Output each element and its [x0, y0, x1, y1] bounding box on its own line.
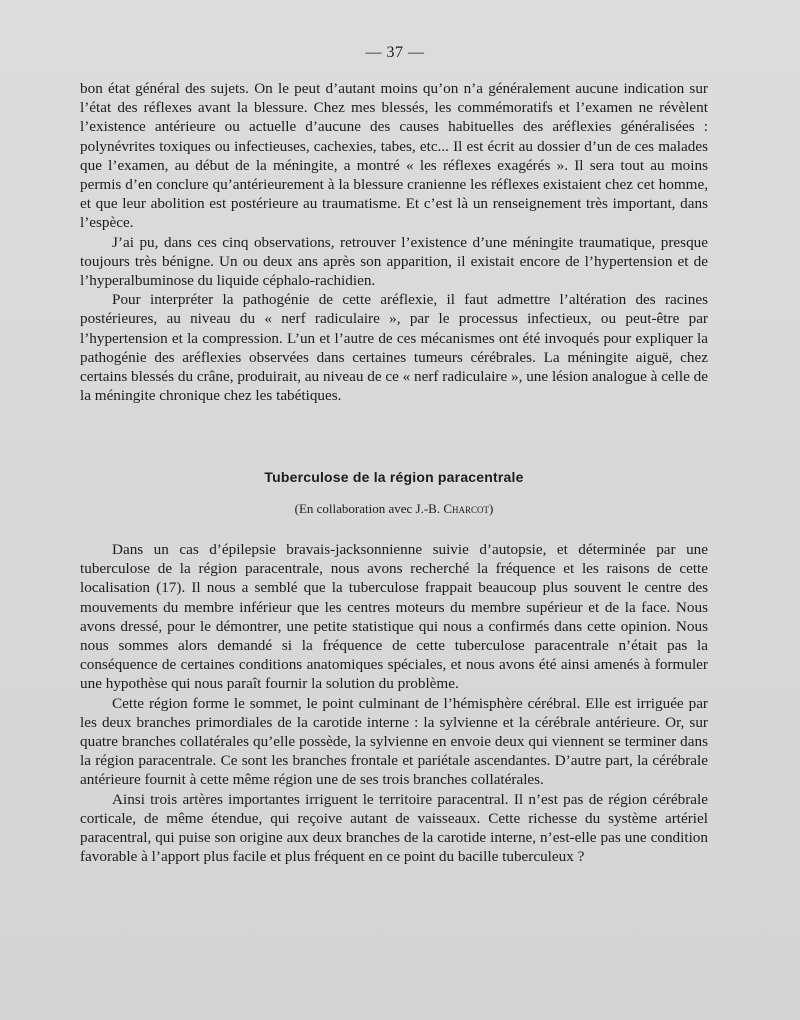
paragraph: J’ai pu, dans ces cinq observations, retrouver l’existence d’une méningite traumatique, presque toujours très bénigne. Un ou deux ans après son apparition, il existait encore de l’hypertension et de l’hyperalbuminose du liquide céphalo-rachidien.	[80, 233, 708, 290]
page-number: — 37 —	[365, 44, 425, 61]
section-title: Tuberculose de la région paracentrale	[264, 469, 524, 485]
section-2-body	[80, 540, 708, 866]
paragraph: Ainsi trois artères importantes irriguent le territoire paracentral. Il n’est pas de région cérébrale corticale, de même étendue, qui reçoive autant de vaisseaux. Cette richesse du système artériel paracentral, qui puise son origine aux deux branches de la carotide interne, n’est-elle pas une condition favorable à l’apport plus facile et plus fréquent en ce point du bacille tuberculeux ?	[80, 790, 708, 866]
paragraph: Dans un cas d’épilepsie bravais-jacksonnienne suivie d’autopsie, et déterminée par une tuberculose de la région paracentrale, nous avons recherché la fréquence et les raisons de cette localisation (17). Il nous a semblé que la tuberculose frappait beaucoup plus souvent le centre des mouvements du membre inférieur que les centres moteurs du membre supérieur et de la face. Nous avons dressé, pour le démontrer, une petite statistique qui nous a confirmés dans cette opinion. Nous nous sommes alors demandé si la fréquence de cette tuberculose paracentrale n’était pas la conséquence de certaines conditions anatomiques spéciales, et nous avons été ainsi amenés à formuler une hypothèse qui nous paraît fournir la solution du problème.	[80, 541, 708, 693]
collaborator-name: Charcot	[443, 501, 490, 516]
collaboration-note	[80, 501, 708, 517]
paragraph: Cette région forme le sommet, le point culminant de l’hémisphère cérébral. Elle est irriguée par les deux branches primordiales de la carotide interne : la sylvienne et la cérébrale antérieure. Or, sur quatre branches collatérales qu’elle possède, la sylvienne en envoie deux qui viennent se terminer dans la région paracentrale. Ce sont les branches frontale et pariétale ascendantes. D’autre part, la cérébrale antérieure fournit à cette même région une de ses trois branches collatérales.	[80, 694, 708, 789]
section-1-body	[80, 79, 708, 405]
collaboration-suffix: )	[489, 501, 494, 516]
paragraph: Pour interpréter la pathogénie de cette aréflexie, il faut admettre l’altération des racines postérieures, au niveau du « nerf radiculaire », par le processus infectieux, ou peut-être par l’hypertension et la compression. L’un et l’autre de ces mécanismes ont été invoqués pour expliquer la pathogénie des aréflexies observées dans certaines tumeurs cérébrales. La méningite aiguë, chez certains blessés du crâne, produirait, au niveau de ce « nerf radiculaire », une lésion analogue à celle de la méningite chronique chez les tabétiques.	[80, 291, 708, 405]
paragraph: bon état général des sujets. On le peut d’autant moins qu’on n’a généralement aucune indication sur l’état des réflexes avant la blessure. Chez mes blessés, les commémoratifs et l’examen ne révèlent l’existence antérieure ou actuelle d’aucune des causes habituelles des aréflexies généralisées : polynévrites toxiques ou infectieuses, cachexies, tabes, etc... Il est écrit au dossier d’un de ces malades que l’examen, au début de la méningite, a montré « les réflexes exagérés ». Il sera tout au moins permis d’en conclure qu’antérieurement à la blessure cranienne les réflexes existaient chez cet homme, et que leur abolition est postérieure au traumatisme. Et c’est là un renseignement très important, dans l’espèce.	[80, 80, 708, 232]
collaboration-prefix: (En collaboration avec J.-B.	[294, 501, 444, 516]
